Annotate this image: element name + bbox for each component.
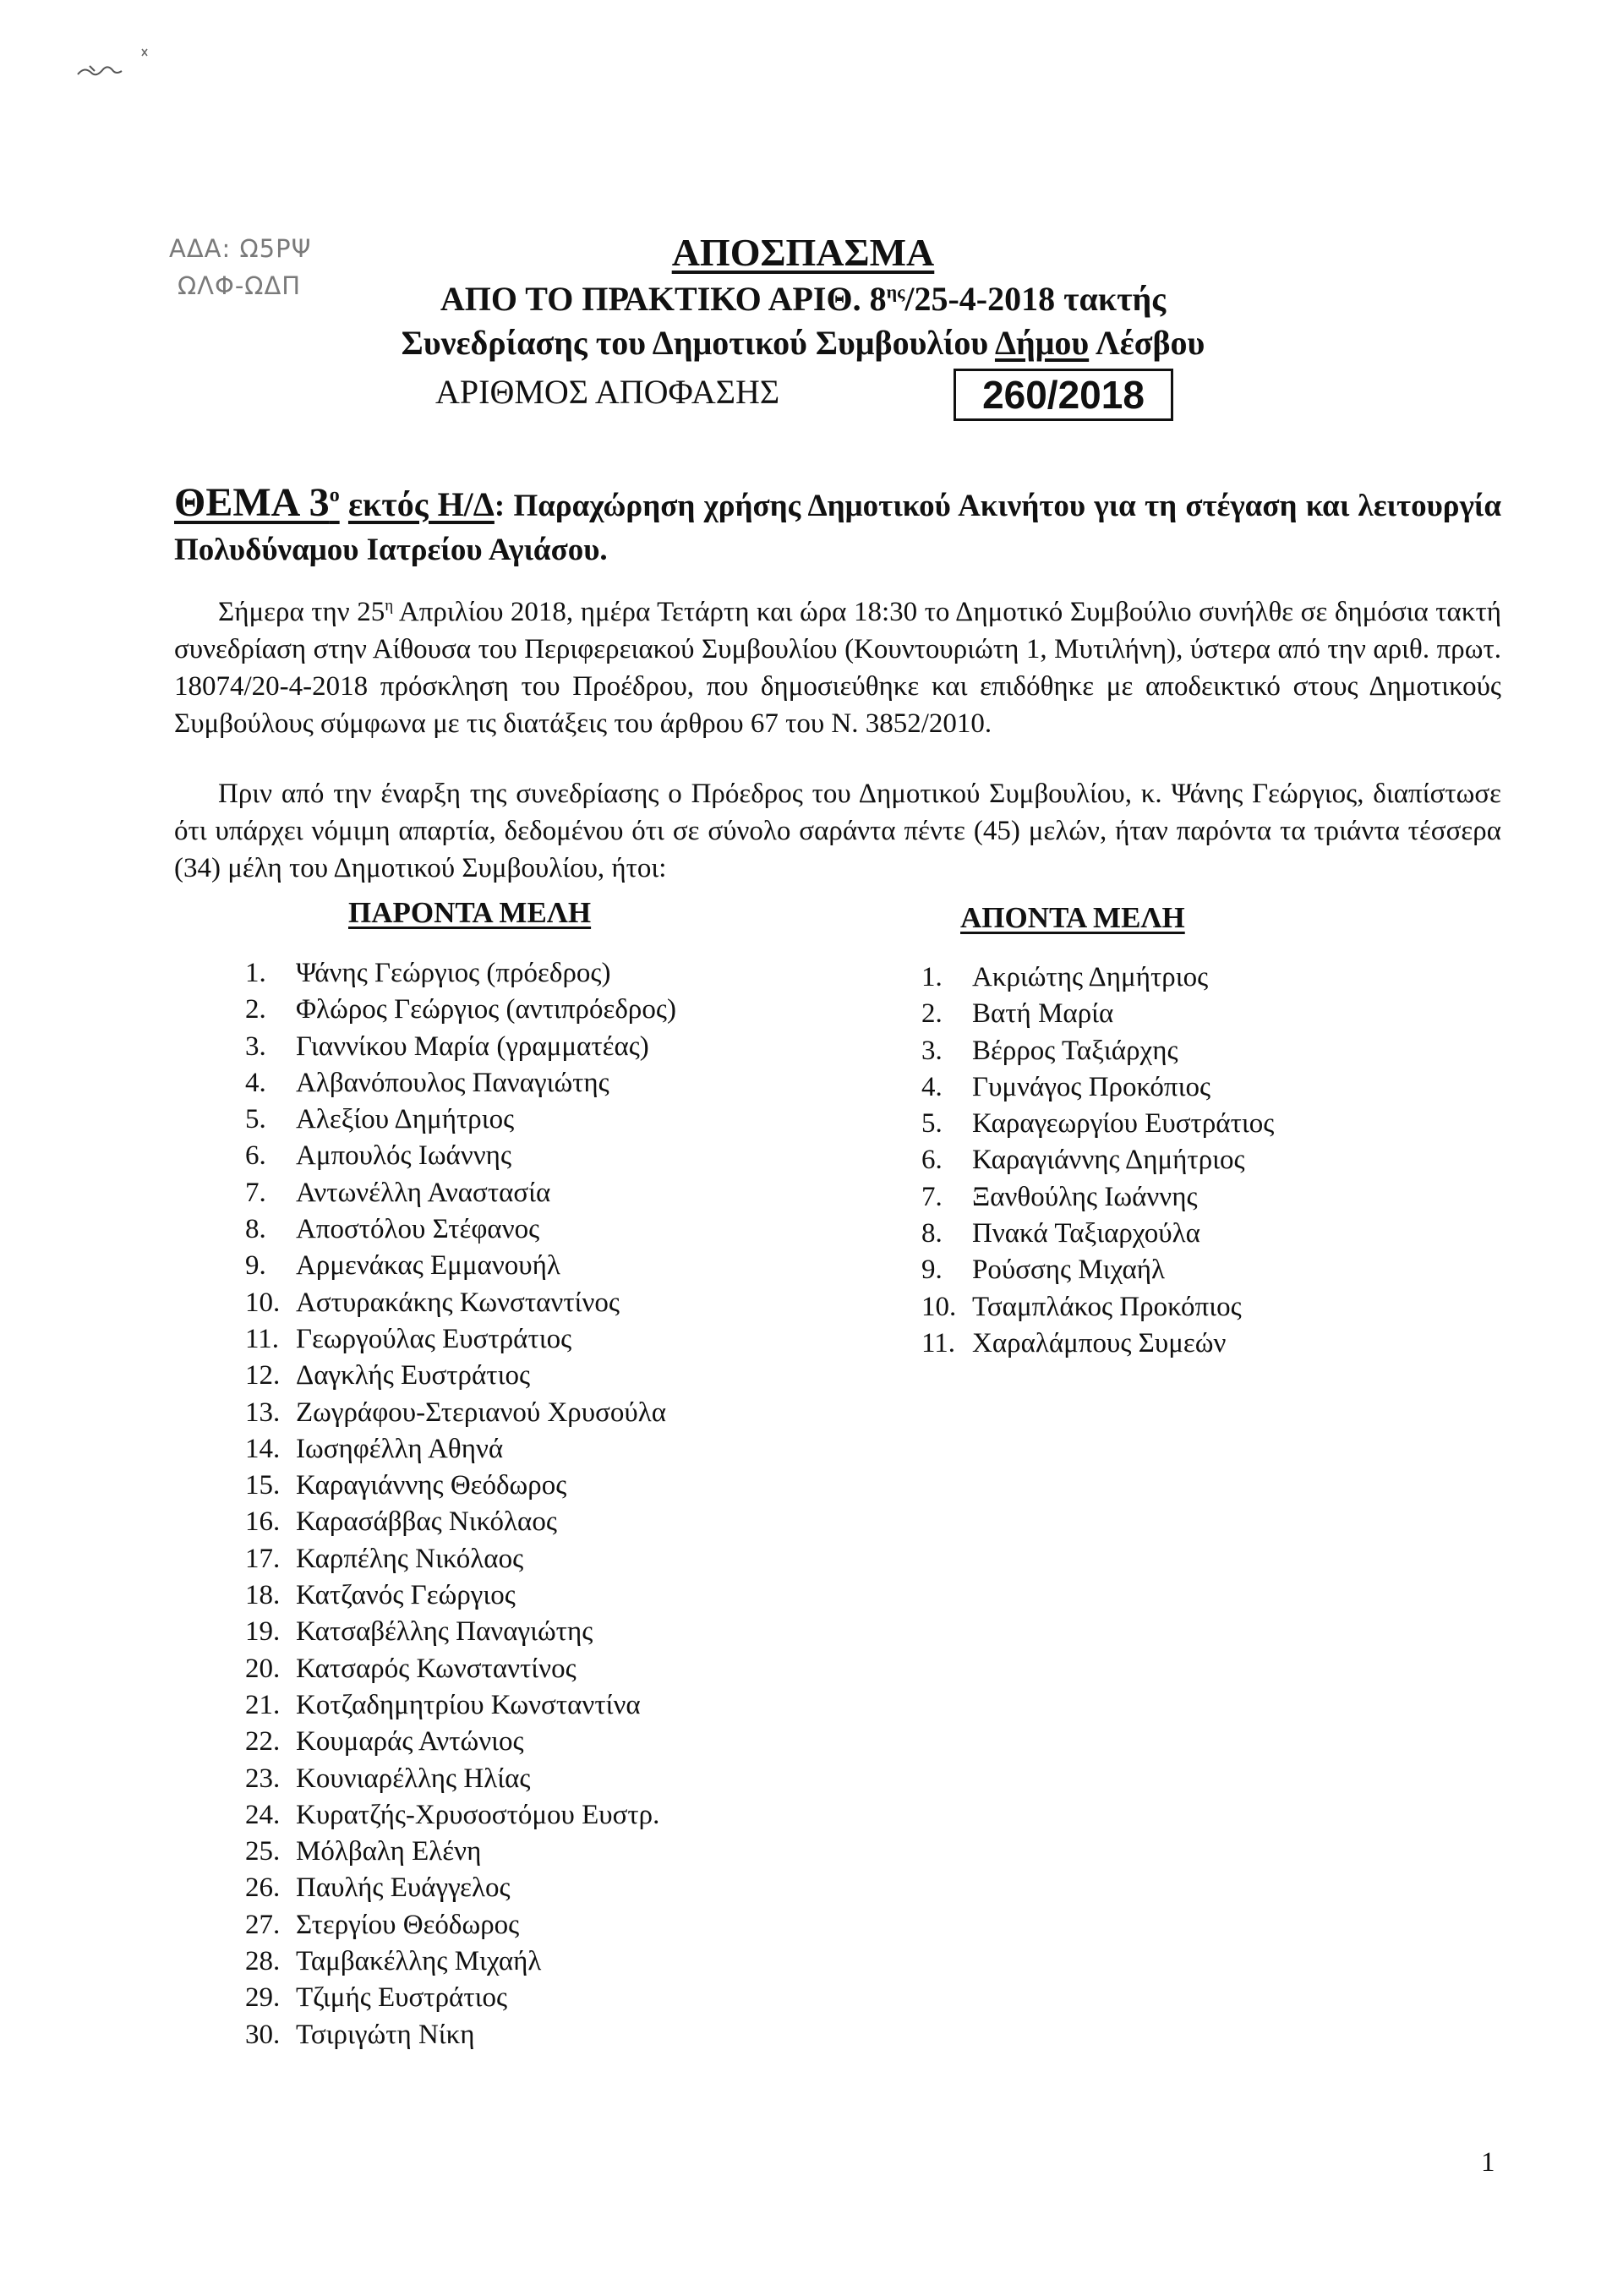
member-name: Δαγκλής Ευστράτιος bbox=[296, 1360, 531, 1391]
member-number: 7. bbox=[921, 1181, 943, 1212]
member-number: 27. bbox=[245, 1909, 281, 1940]
member-list-item bbox=[245, 1504, 837, 1540]
member-name: Καραγεωργίου Ευστράτιος bbox=[972, 1108, 1275, 1140]
member-name: Γυμνάγος Προκόπιος bbox=[972, 1071, 1211, 1102]
subject-heading bbox=[174, 473, 1501, 572]
present-members-heading: ΠΑΡΟΝΤΑ ΜΕΛΗ bbox=[348, 896, 592, 929]
member-name: Μόλβαλη Ελένη bbox=[296, 1836, 482, 1867]
member-list-item bbox=[245, 1577, 837, 1614]
ada-line-2: ΩΛΦ-ΩΔΠ bbox=[178, 271, 302, 300]
member-number: 16. bbox=[245, 1506, 281, 1538]
member-name: Γεωργούλας Ευστράτιος bbox=[296, 1323, 572, 1354]
member-name: Ζωγράφου-Στεριανού Χρυσούλα bbox=[296, 1397, 667, 1428]
member-number: 4. bbox=[921, 1071, 943, 1102]
absent-members-list bbox=[921, 959, 1429, 1362]
council-session-post: Λέσβου bbox=[1089, 324, 1205, 362]
member-number: 14. bbox=[245, 1433, 281, 1464]
member-list-item bbox=[245, 1138, 837, 1174]
member-list-item bbox=[245, 1724, 837, 1760]
decision-number-box: 260/2018 bbox=[954, 369, 1173, 421]
member-number: 8. bbox=[245, 1214, 266, 1245]
member-name: Ψάνης Γεώργιος (πρόεδρος) bbox=[296, 958, 611, 988]
member-number: 12. bbox=[245, 1360, 281, 1391]
council-session-underlined: Δήμου bbox=[994, 324, 1090, 362]
member-number: 2. bbox=[921, 998, 943, 1030]
member-number: 15. bbox=[245, 1470, 281, 1501]
member-list-item bbox=[921, 1106, 1429, 1142]
handwritten-scribble bbox=[61, 34, 179, 93]
member-list-item bbox=[245, 1907, 837, 1943]
member-name: Τζιμής Ευστράτιος bbox=[296, 1982, 508, 2014]
member-list-item bbox=[245, 1870, 837, 1906]
member-list-item bbox=[245, 1980, 837, 2016]
member-number: 6. bbox=[245, 1140, 266, 1172]
page-number: 1 bbox=[1481, 2147, 1495, 2178]
member-number: 17. bbox=[245, 1543, 281, 1574]
member-name: Αλεξίου Δημήτριος bbox=[296, 1104, 515, 1135]
member-list-item bbox=[921, 1179, 1429, 1216]
member-list-item bbox=[921, 1142, 1429, 1178]
subject-lead bbox=[174, 480, 340, 525]
member-number: 19. bbox=[245, 1616, 281, 1648]
member-list-item bbox=[245, 1102, 837, 1138]
ada-line-1: ΑΔΑ: Ω5ΡΨ bbox=[169, 234, 312, 263]
paragraph-opening-sup: η bbox=[385, 597, 394, 615]
member-list-item bbox=[921, 959, 1429, 996]
member-name: Κυρατζής-Χρυσοστόμου Ευστρ. bbox=[296, 1799, 660, 1830]
member-name: Ιωσηφέλλη Αθηνά bbox=[296, 1433, 504, 1464]
member-number: 4. bbox=[245, 1067, 266, 1098]
member-number: 10. bbox=[921, 1291, 957, 1322]
member-list-item bbox=[921, 1033, 1429, 1069]
member-name: Αστυρακάκης Κωνσταντίνος bbox=[296, 1287, 620, 1318]
decision-label: ΑΡΙΘΜΟΣ ΑΠΟΦΑΣΗΣ bbox=[435, 373, 780, 411]
member-list-item bbox=[921, 996, 1429, 1032]
member-name: Κατσαβέλλης Παναγιώτης bbox=[296, 1616, 593, 1648]
member-list-item bbox=[245, 1468, 837, 1504]
member-name: Κουμαράς Αντώνιος bbox=[296, 1726, 524, 1758]
member-list-item bbox=[245, 1687, 837, 1724]
member-number: 1. bbox=[245, 958, 266, 988]
council-session-pre: Συνεδρίασης του Δημοτικού Συμβουλίου bbox=[401, 324, 995, 362]
member-name: Παυλής Ευάγγελος bbox=[296, 1872, 511, 1904]
member-number: 5. bbox=[921, 1108, 943, 1140]
member-list-item bbox=[245, 1614, 837, 1650]
member-list-item bbox=[245, 992, 837, 1028]
member-list-item bbox=[245, 1541, 837, 1577]
member-number: 6. bbox=[921, 1145, 943, 1176]
member-list-item bbox=[245, 1761, 837, 1797]
member-number: 24. bbox=[245, 1799, 281, 1830]
member-name: Καρασάββας Νικόλαος bbox=[296, 1506, 557, 1538]
member-list-item bbox=[245, 1029, 837, 1065]
member-list-item bbox=[245, 1321, 837, 1358]
member-name: Ακριώτης Δημήτριος bbox=[972, 962, 1209, 992]
member-number: 9. bbox=[921, 1255, 943, 1286]
paragraph-opening bbox=[174, 588, 1501, 742]
member-number: 8. bbox=[921, 1218, 943, 1249]
member-name: Κατσαρός Κωνσταντίνος bbox=[296, 1653, 577, 1684]
member-number: 1. bbox=[921, 962, 943, 992]
member-number: 28. bbox=[245, 1946, 281, 1977]
member-list-item bbox=[921, 1326, 1429, 1362]
member-name: Αποστόλου Στέφανος bbox=[296, 1214, 540, 1245]
member-list-item bbox=[245, 1358, 837, 1394]
paragraph-quorum: Πριν από την έναρξη της συνεδρίασης ο Πρόεδρος του Δημοτικού Συμβουλίου, κ. Ψάνης Γεώργιος, διαπίστωσε ότι υπάρχει νόμιμη απαρτία, δεδομένου ότι σε σύνολο σαράντα πέντε (45) μελών, ήταν παρόντα τα τριάντα τέσσερα (34) μέλη του Δημοτικού Συμβουλίου, ήτοι: bbox=[174, 779, 1501, 883]
member-number: 13. bbox=[245, 1397, 281, 1428]
member-number: 22. bbox=[245, 1726, 281, 1758]
member-number: 21. bbox=[245, 1689, 281, 1720]
member-list-item bbox=[245, 1797, 837, 1834]
member-list-item bbox=[921, 1252, 1429, 1288]
member-list-item bbox=[245, 1943, 837, 1980]
member-name: Αρμενάκας Εμμανουήλ bbox=[296, 1250, 560, 1282]
document-title: ΑΠΟΣΠΑΣΜΑ bbox=[671, 231, 935, 274]
member-name: Φλώρος Γεώργιος (αντιπρόεδρος) bbox=[296, 994, 676, 1025]
member-number: 25. bbox=[245, 1836, 281, 1867]
member-name: Γιαννίκου Μαρία (γραμματέας) bbox=[296, 1030, 649, 1062]
member-list-item bbox=[245, 2017, 837, 2053]
member-list-item bbox=[245, 1651, 837, 1687]
absent-members-heading: ΑΠΟΝΤΑ ΜΕΛΗ bbox=[960, 901, 1185, 934]
member-number: 7. bbox=[245, 1177, 266, 1208]
member-name: Ταμβακέλλης Μιχαήλ bbox=[296, 1946, 542, 1977]
member-list-item bbox=[245, 1248, 837, 1284]
member-number: 30. bbox=[245, 2019, 281, 2050]
member-name: Βατή Μαρία bbox=[972, 998, 1114, 1030]
subject-text: : Παραχώρηση χρήσης Δημοτικού Ακινήτου για τη στέγαση και λειτουργία Πολυδύναμου Ιατρείου Αγιάσου. bbox=[174, 489, 1502, 567]
minutes-reference-post: /25-4-2018 τακτής bbox=[904, 280, 1167, 318]
member-list-item bbox=[921, 1216, 1429, 1252]
member-number: 9. bbox=[245, 1250, 266, 1282]
member-list-item bbox=[245, 955, 837, 992]
member-name: Καρπέλης Νικόλαος bbox=[296, 1543, 524, 1574]
ada-stamp bbox=[169, 230, 311, 304]
member-list-item bbox=[921, 1289, 1429, 1326]
member-number: 20. bbox=[245, 1653, 281, 1684]
member-name: Ρούσσης Μιχαήλ bbox=[972, 1255, 1166, 1286]
member-number: 10. bbox=[245, 1287, 281, 1318]
member-name: Κουνιαρέλλης Ηλίας bbox=[296, 1763, 531, 1794]
paragraph-opening-post: Απριλίου 2018, ημέρα Τετάρτη και ώρα 18:30 το Δημοτικό Συμβούλιο συνήλθε σε δημόσια τακτή συνεδρίαση στην Αίθουσα του Περιφερειακού Συμβουλίου (Κουντουριώτη 1, Μυτιλήνη), ύστερα από την αριθ. πρωτ. 18074/20-4-2018 πρόσκληση του Προέδρου, που δημοσιεύθηκε και επιδόθηκε με αποδεικτικό στους Δημοτικούς Συμβούλους σύμφωνα με τις διατάξεις του άρθρου 67 του Ν. 3852/2010. bbox=[174, 597, 1501, 739]
member-name: Καραγιάννης Δημήτριος bbox=[972, 1145, 1245, 1176]
member-number: 23. bbox=[245, 1763, 281, 1794]
member-number: 18. bbox=[245, 1580, 281, 1611]
member-name: Τσιριγώτη Νίκη bbox=[296, 2019, 475, 2050]
member-name: Κοτζαδημητρίου Κωνσταντίνα bbox=[296, 1689, 641, 1720]
member-list-item bbox=[245, 1395, 837, 1431]
member-name: Χαραλάμπους Συμεών bbox=[972, 1327, 1227, 1358]
subject-lead-2: εκτός Η/Δ bbox=[347, 485, 495, 523]
member-list-item bbox=[245, 1175, 837, 1211]
member-list-item bbox=[245, 1065, 837, 1102]
subject-lead-sup: ο bbox=[329, 484, 340, 506]
member-name: Στεργίου Θεόδωρος bbox=[296, 1909, 520, 1940]
minutes-reference-sup: ης bbox=[886, 281, 905, 303]
member-name: Αλβανόπουλος Παναγιώτης bbox=[296, 1067, 609, 1098]
member-number: 5. bbox=[245, 1104, 266, 1135]
member-name: Βέρρος Ταξιάρχης bbox=[972, 1035, 1178, 1066]
member-list-item bbox=[245, 1834, 837, 1870]
member-name: Αντωνέλλη Αναστασία bbox=[296, 1177, 551, 1208]
member-list-item bbox=[245, 1431, 837, 1468]
member-list-item bbox=[921, 1069, 1429, 1106]
member-number: 26. bbox=[245, 1872, 281, 1904]
member-name: Τσαμπλάκος Προκόπιος bbox=[972, 1291, 1242, 1322]
minutes-reference bbox=[321, 279, 1285, 319]
member-name: Πνακά Ταξιαρχούλα bbox=[972, 1218, 1200, 1249]
member-number: 3. bbox=[245, 1030, 266, 1062]
member-number: 11. bbox=[245, 1323, 280, 1354]
member-name: Κατζανός Γεώργιος bbox=[296, 1580, 516, 1611]
member-number: 3. bbox=[921, 1035, 943, 1066]
member-list-item bbox=[245, 1285, 837, 1321]
member-number: 29. bbox=[245, 1982, 281, 2014]
member-number: 2. bbox=[245, 994, 266, 1025]
member-number: 11. bbox=[921, 1327, 956, 1358]
member-name: Αμπουλός Ιωάννης bbox=[296, 1140, 512, 1172]
council-session-line bbox=[321, 323, 1285, 363]
subject-lead-text: ΘΕΜΑ 3 bbox=[174, 480, 330, 525]
member-list-item bbox=[245, 1211, 837, 1248]
present-members-list bbox=[245, 955, 837, 2053]
paragraph-opening-pre: Σήμερα την 25 bbox=[218, 597, 385, 627]
member-name: Καραγιάννης Θεόδωρος bbox=[296, 1470, 567, 1501]
member-name: Ξανθούλης Ιωάννης bbox=[972, 1181, 1198, 1212]
minutes-reference-pre: ΑΠΟ ΤΟ ΠΡΑΚΤΙΚΟ ΑΡΙΘ. 8 bbox=[440, 280, 887, 318]
